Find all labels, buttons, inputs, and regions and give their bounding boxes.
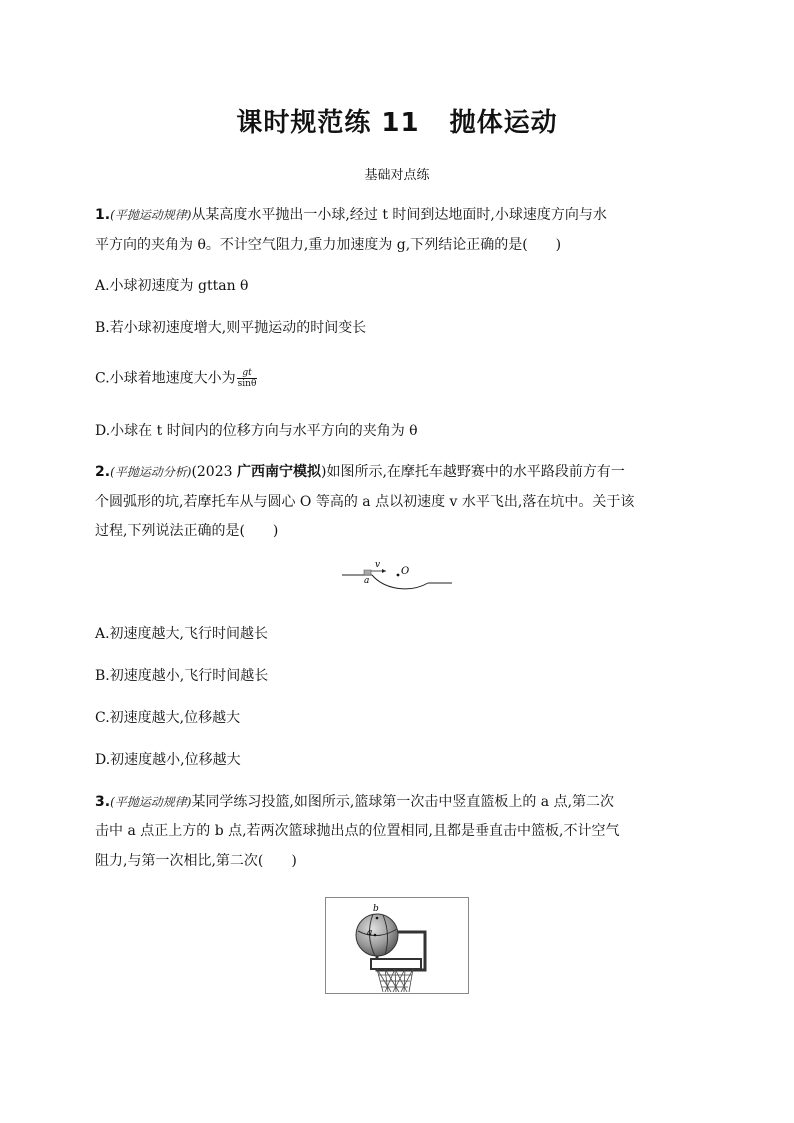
- figure-frame: [326, 898, 469, 994]
- q1-stem-line2: 平方向的夹角为 θ。不计空气阻力,重力加速度为 g,下列结论正确的是( ): [95, 237, 562, 253]
- q1-option-b: B.若小球初速度增大,则平抛运动的时间变长: [95, 320, 367, 336]
- basketball-icon: [356, 914, 398, 956]
- point-a: [374, 934, 377, 937]
- q2-number: 2.: [95, 464, 111, 480]
- q2-source: 广西南宁模拟: [236, 464, 321, 480]
- q3-stem-line3: 阻力,与第一次相比,第二次( ): [95, 853, 297, 869]
- q2-stem-line1: [95, 462, 705, 482]
- q3-tag: (平抛运动规律): [110, 795, 192, 809]
- label-v: v: [375, 560, 381, 570]
- q3-figure-basketball: [325, 897, 469, 994]
- q3-stem-line2: 击中 a 点正上方的 b 点,若两次篮球抛出点的位置相同,且都是垂直击中篮板,不计空气: [95, 823, 620, 839]
- velocity-arrowhead: [382, 569, 386, 573]
- q2-stem-line2: 个圆弧形的坑,若摩托车从与圆心 O 等高的 a 点以初速度 v 水平飞出,落在坑中。关于该: [95, 494, 635, 510]
- q2-option-a: A.初速度越大,飞行时间越长: [95, 626, 269, 642]
- q1-option-a: A.小球初速度为 gttan θ: [95, 278, 249, 294]
- q1-option-c: [95, 368, 705, 389]
- q3-stem-line1: [95, 792, 705, 812]
- q1-option-c-fraction: [237, 368, 258, 389]
- q1-frac-denominator: sinθ: [237, 379, 257, 389]
- q2-source-open: (2023: [191, 464, 237, 480]
- q1-number: 1.: [95, 207, 111, 223]
- q1-option-d: D.小球在 t 时间内的位移方向与水平方向的夹角为 θ: [95, 423, 418, 439]
- title-main: 课时规范练 11: [236, 108, 420, 138]
- q3-stem-text1: 某同学练习投篮,如图所示,篮球第一次击中竖直篮板上的 a 点,第二次: [191, 794, 615, 810]
- label-a: a: [367, 928, 373, 938]
- rim: [371, 959, 421, 969]
- q2-figure-pit: [340, 556, 455, 608]
- label-a: a: [364, 576, 370, 586]
- point-b: [376, 917, 379, 920]
- q2-tag: (平抛运动分析): [110, 465, 192, 479]
- q1-option-c-text: C.小球着地速度大小为: [95, 370, 236, 387]
- title-topic: 抛体运动: [449, 108, 558, 138]
- q2-source-close: ): [320, 464, 327, 480]
- q1-stem-line1: [95, 205, 705, 225]
- q2-option-d: D.初速度越小,位移越大: [95, 752, 241, 768]
- section-title: 基础对点练: [364, 168, 430, 183]
- pit-arc: [372, 575, 428, 589]
- q2-stem-line3: 过程,下列说法正确的是( ): [95, 523, 279, 539]
- label-O: O: [401, 566, 410, 577]
- q3-number: 3.: [95, 794, 111, 810]
- q2-option-c: C.初速度越大,位移越大: [95, 710, 241, 726]
- q2-stem-text1: 如图所示,在摩托车越野赛中的水平路段前方有一: [326, 464, 625, 480]
- motorcycle-icon: [364, 570, 371, 575]
- page-title: [0, 102, 794, 139]
- q2-option-b: B.初速度越小,飞行时间越长: [95, 668, 269, 684]
- label-b: b: [373, 904, 379, 914]
- center-point: [397, 574, 400, 577]
- q1-frac-numerator: gt: [237, 368, 258, 379]
- q1-tag: (平抛运动规律): [110, 208, 192, 222]
- q1-stem-text1: 从某高度水平抛出一小球,经过 t 时间到达地面时,小球速度方向与水: [191, 207, 607, 223]
